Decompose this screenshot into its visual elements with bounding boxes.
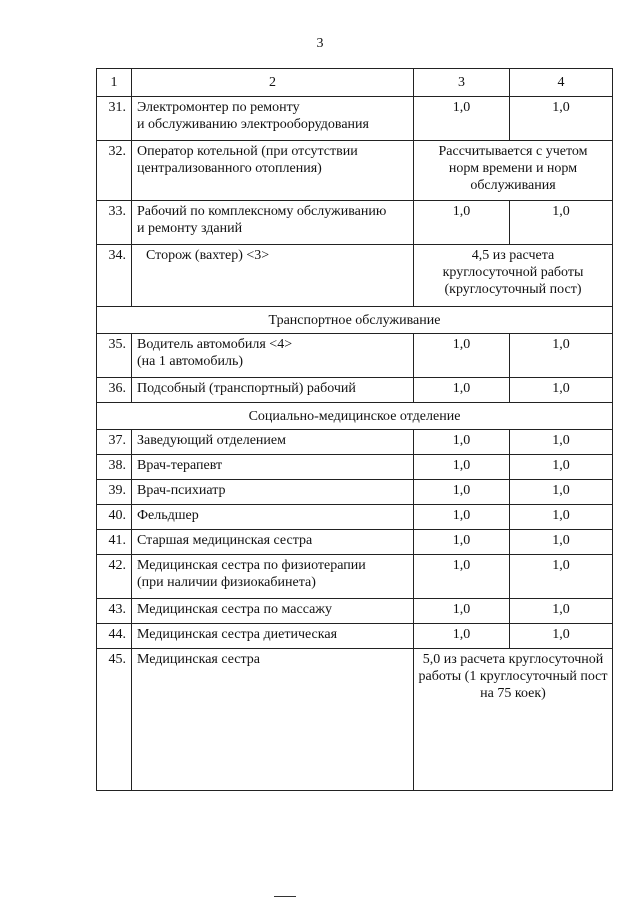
position-name-line: Сторож (вахтер) <3> — [146, 248, 270, 263]
position-name — [132, 245, 414, 307]
position-name — [132, 480, 414, 505]
position-name-line: Старшая медицинская сестра — [137, 533, 313, 548]
staff-count-col4: 1,0 — [510, 334, 613, 378]
staff-count-col3: 1,0 — [414, 378, 510, 403]
row-number: 42. — [97, 555, 132, 599]
position-name — [132, 555, 414, 599]
position-name-line: и ремонту зданий — [137, 221, 243, 236]
staff-count-col3: 1,0 — [414, 334, 510, 378]
section-row — [97, 403, 613, 430]
staff-count-col4: 1,0 — [510, 97, 613, 141]
table-row — [97, 505, 613, 530]
position-name — [132, 378, 414, 403]
staff-count-col4: 1,0 — [510, 530, 613, 555]
position-name — [132, 141, 414, 201]
position-name — [132, 530, 414, 555]
table-row — [97, 378, 613, 403]
table-row — [97, 599, 613, 624]
staff-count-col3: 1,0 — [414, 555, 510, 599]
position-name — [132, 455, 414, 480]
row-number: 31. — [97, 97, 132, 141]
staff-count-col4: 1,0 — [510, 555, 613, 599]
row-number: 33. — [97, 201, 132, 245]
table-row — [97, 530, 613, 555]
position-name-line: Заведующий отделением — [137, 433, 286, 448]
position-name-line: и обслуживанию электрооборудования — [137, 117, 369, 132]
row-number: 36. — [97, 378, 132, 403]
staff-count-merged: Рассчитывается с учетом норм времени и норм обслуживания — [414, 141, 613, 201]
column-header-3: 3 — [414, 69, 510, 97]
position-name-line: (на 1 автомобиль) — [137, 354, 244, 369]
staff-count-col4: 1,0 — [510, 624, 613, 649]
position-name — [132, 624, 414, 649]
section-title: Социально-медицинское отделение — [97, 403, 613, 430]
position-name-line: централизованного отопления) — [137, 161, 322, 176]
section-title: Транспортное обслуживание — [97, 307, 613, 334]
row-number: 39. — [97, 480, 132, 505]
row-number: 35. — [97, 334, 132, 378]
staff-count-col3: 1,0 — [414, 201, 510, 245]
row-number: 34. — [97, 245, 132, 307]
staff-count-col4: 1,0 — [510, 599, 613, 624]
table-row — [97, 555, 613, 599]
row-number: 38. — [97, 455, 132, 480]
position-name-line: Врач-терапевт — [137, 458, 223, 473]
staff-count-col4: 1,0 — [510, 505, 613, 530]
page-number: 3 — [316, 36, 324, 51]
staff-count-col4: 1,0 — [510, 480, 613, 505]
column-header-1: 1 — [97, 69, 132, 97]
position-name — [132, 649, 414, 791]
position-name-line: Фельдшер — [137, 508, 199, 523]
table-row — [97, 649, 613, 791]
position-name-line: Медицинская сестра диетическая — [137, 627, 338, 642]
row-number: 40. — [97, 505, 132, 530]
row-number: 32. — [97, 141, 132, 201]
staff-count-col3: 1,0 — [414, 97, 510, 141]
position-name-line: Подсобный (транспортный) рабочий — [137, 381, 356, 396]
staff-count-col3: 1,0 — [414, 455, 510, 480]
table-row — [97, 624, 613, 649]
row-number: 41. — [97, 530, 132, 555]
position-name — [132, 201, 414, 245]
position-name-line: (при наличии физиокабинета) — [137, 575, 316, 590]
column-header-2: 2 — [132, 69, 414, 97]
staff-count-col4: 1,0 — [510, 455, 613, 480]
staff-count-col3: 1,0 — [414, 599, 510, 624]
table-row — [97, 97, 613, 141]
staff-count-col3: 1,0 — [414, 624, 510, 649]
table-row — [97, 141, 613, 201]
position-name-line: Медицинская сестра — [137, 652, 261, 667]
table-row — [97, 201, 613, 245]
table-header-row — [97, 69, 613, 97]
column-header-4: 4 — [510, 69, 613, 97]
row-number: 37. — [97, 430, 132, 455]
staffing-table — [96, 68, 613, 791]
table-row — [97, 334, 613, 378]
table-row — [97, 455, 613, 480]
staff-count-col3: 1,0 — [414, 505, 510, 530]
position-name-line: Рабочий по комплексному обслуживанию — [137, 204, 387, 219]
staff-count-merged: 4,5 из расчета круглосуточной работы (круглосуточный пост) — [414, 245, 613, 307]
row-number: 45. — [97, 649, 132, 791]
staff-count-merged: 5,0 из расчета круглосуточной работы (1 круглосуточный пост на 75 коек) — [414, 649, 613, 791]
staff-count-col4: 1,0 — [510, 201, 613, 245]
position-name-line: Электромонтер по ремонту — [137, 100, 300, 115]
staff-count-col4: 1,0 — [510, 378, 613, 403]
staff-count-col3: 1,0 — [414, 530, 510, 555]
position-name — [132, 97, 414, 141]
row-number: 43. — [97, 599, 132, 624]
table-row — [97, 480, 613, 505]
position-name — [132, 599, 414, 624]
staff-count-col3: 1,0 — [414, 480, 510, 505]
position-name-line: Медицинская сестра по физиотерапии — [137, 558, 366, 573]
position-name-line: Оператор котельной (при отсутствии — [137, 144, 358, 159]
position-name — [132, 430, 414, 455]
position-name-line: Водитель автомобиля <4> — [137, 337, 293, 352]
staff-count-col4: 1,0 — [510, 430, 613, 455]
footer-divider — [274, 896, 296, 897]
row-number: 44. — [97, 624, 132, 649]
position-name-line: Врач-психиатр — [137, 483, 226, 498]
position-name — [132, 334, 414, 378]
position-name — [132, 505, 414, 530]
section-row — [97, 307, 613, 334]
position-name-line: Медицинская сестра по массажу — [137, 602, 332, 617]
table-row — [97, 430, 613, 455]
staff-count-col3: 1,0 — [414, 430, 510, 455]
table-row — [97, 245, 613, 307]
